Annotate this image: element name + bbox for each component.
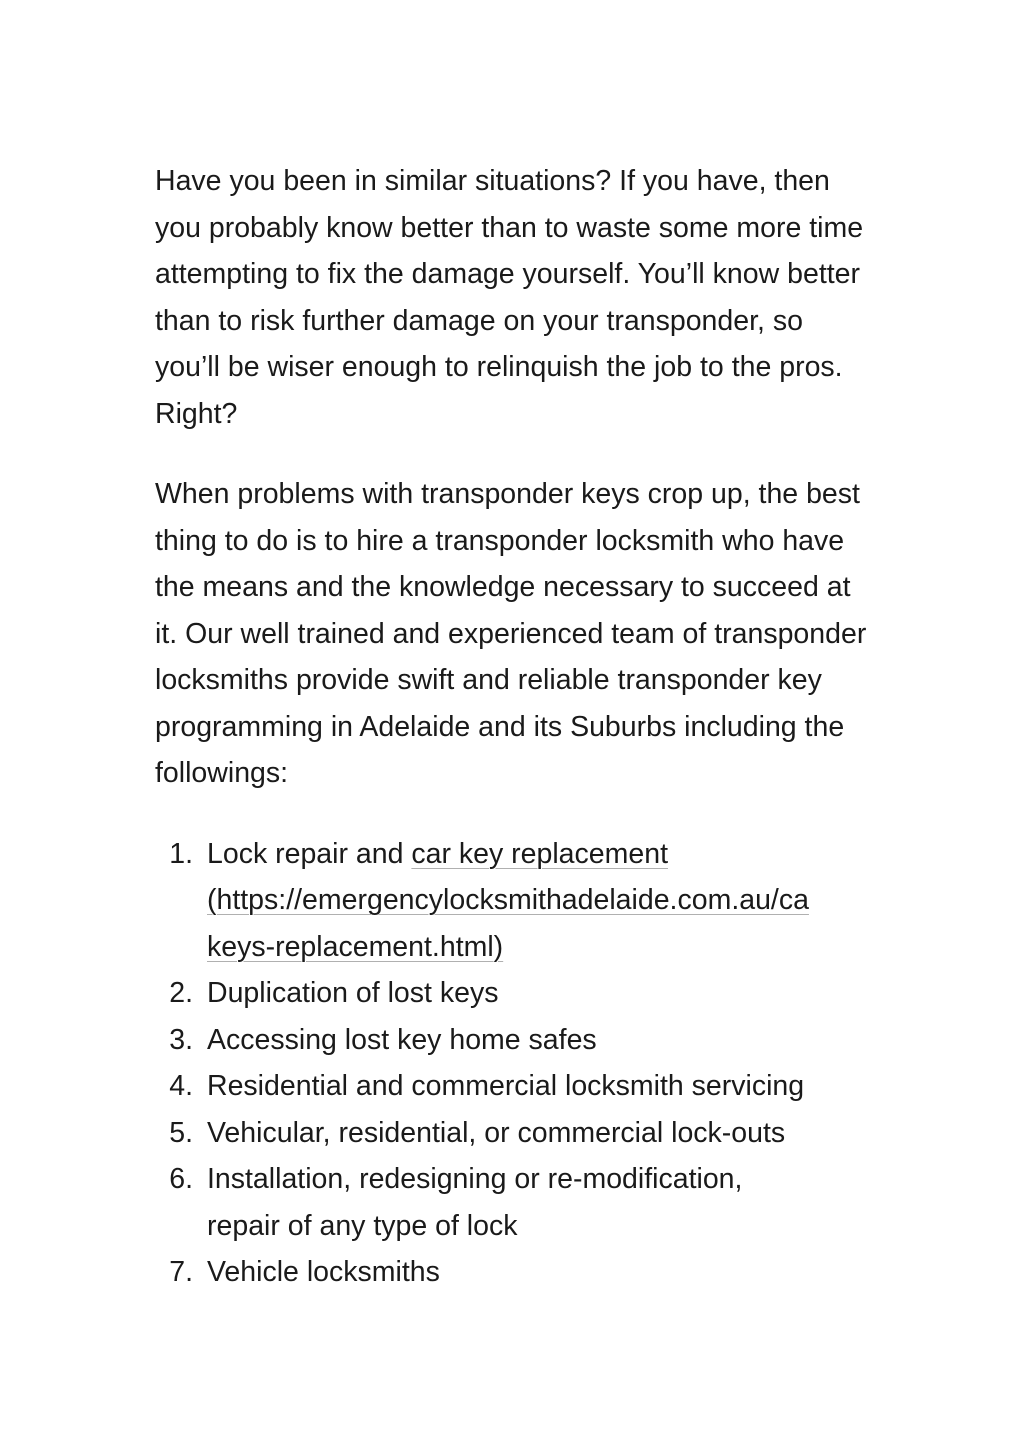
document-page bbox=[155, 158, 895, 1296]
list-item bbox=[155, 831, 895, 971]
intro-paragraph: Have you been in similar situations? If you have, then you probably know better than to waste some more time attempting to fix the damage yourself. You’ll know better than to risk further damage on your transponder, so you’ll be wiser enough to relinquish the job to the pros. Right? bbox=[155, 165, 864, 430]
list-item-prefix: Lock repair and bbox=[207, 837, 412, 870]
list-item-number: 2. bbox=[169, 977, 193, 1009]
list-item bbox=[155, 1249, 895, 1296]
list-item-text: Accessing lost key home safes bbox=[207, 1023, 597, 1056]
car-key-replacement-url-line-2[interactable]: keys-replacement.html) bbox=[207, 930, 504, 963]
list-item-number: 7. bbox=[169, 1256, 193, 1288]
list-item bbox=[155, 1110, 895, 1157]
list-item-number: 5. bbox=[169, 1116, 193, 1149]
list-item bbox=[155, 1017, 895, 1064]
list-item-text: Installation, redesigning or re-modification, repair of any type of lock bbox=[207, 1163, 743, 1242]
list-item-text bbox=[207, 831, 887, 971]
list-item-text: Vehicular, residential, or commercial lock-outs bbox=[207, 1116, 786, 1149]
services-list bbox=[155, 831, 895, 1296]
list-item bbox=[155, 1156, 895, 1249]
list-item-number: 1. bbox=[169, 837, 193, 870]
list-item-text: Residential and commercial locksmith servicing bbox=[207, 1070, 805, 1102]
car-key-replacement-link[interactable]: car key replacement bbox=[411, 837, 668, 870]
list-item-number: 3. bbox=[169, 1023, 193, 1056]
services-paragraph: When problems with transponder keys crop up, the best thing to do is to hire a transponder locksmith who have the means and the knowledge necessary to succeed at it. Our well trained and experienced team of transponder locksmiths provide swift and reliable transponder key programming in Adelaide and its Suburbs including the followings: bbox=[155, 478, 867, 789]
list-item-text: Duplication of lost keys bbox=[207, 977, 499, 1009]
list-item bbox=[155, 1063, 895, 1110]
list-item-number: 4. bbox=[169, 1070, 193, 1102]
list-item-text: Vehicle locksmiths bbox=[207, 1256, 440, 1288]
list-item bbox=[155, 970, 895, 1017]
list-item-number: 6. bbox=[169, 1163, 193, 1195]
car-key-replacement-url-line-1[interactable]: (https://emergencylocksmithadelaide.com.au/ca bbox=[207, 884, 809, 916]
